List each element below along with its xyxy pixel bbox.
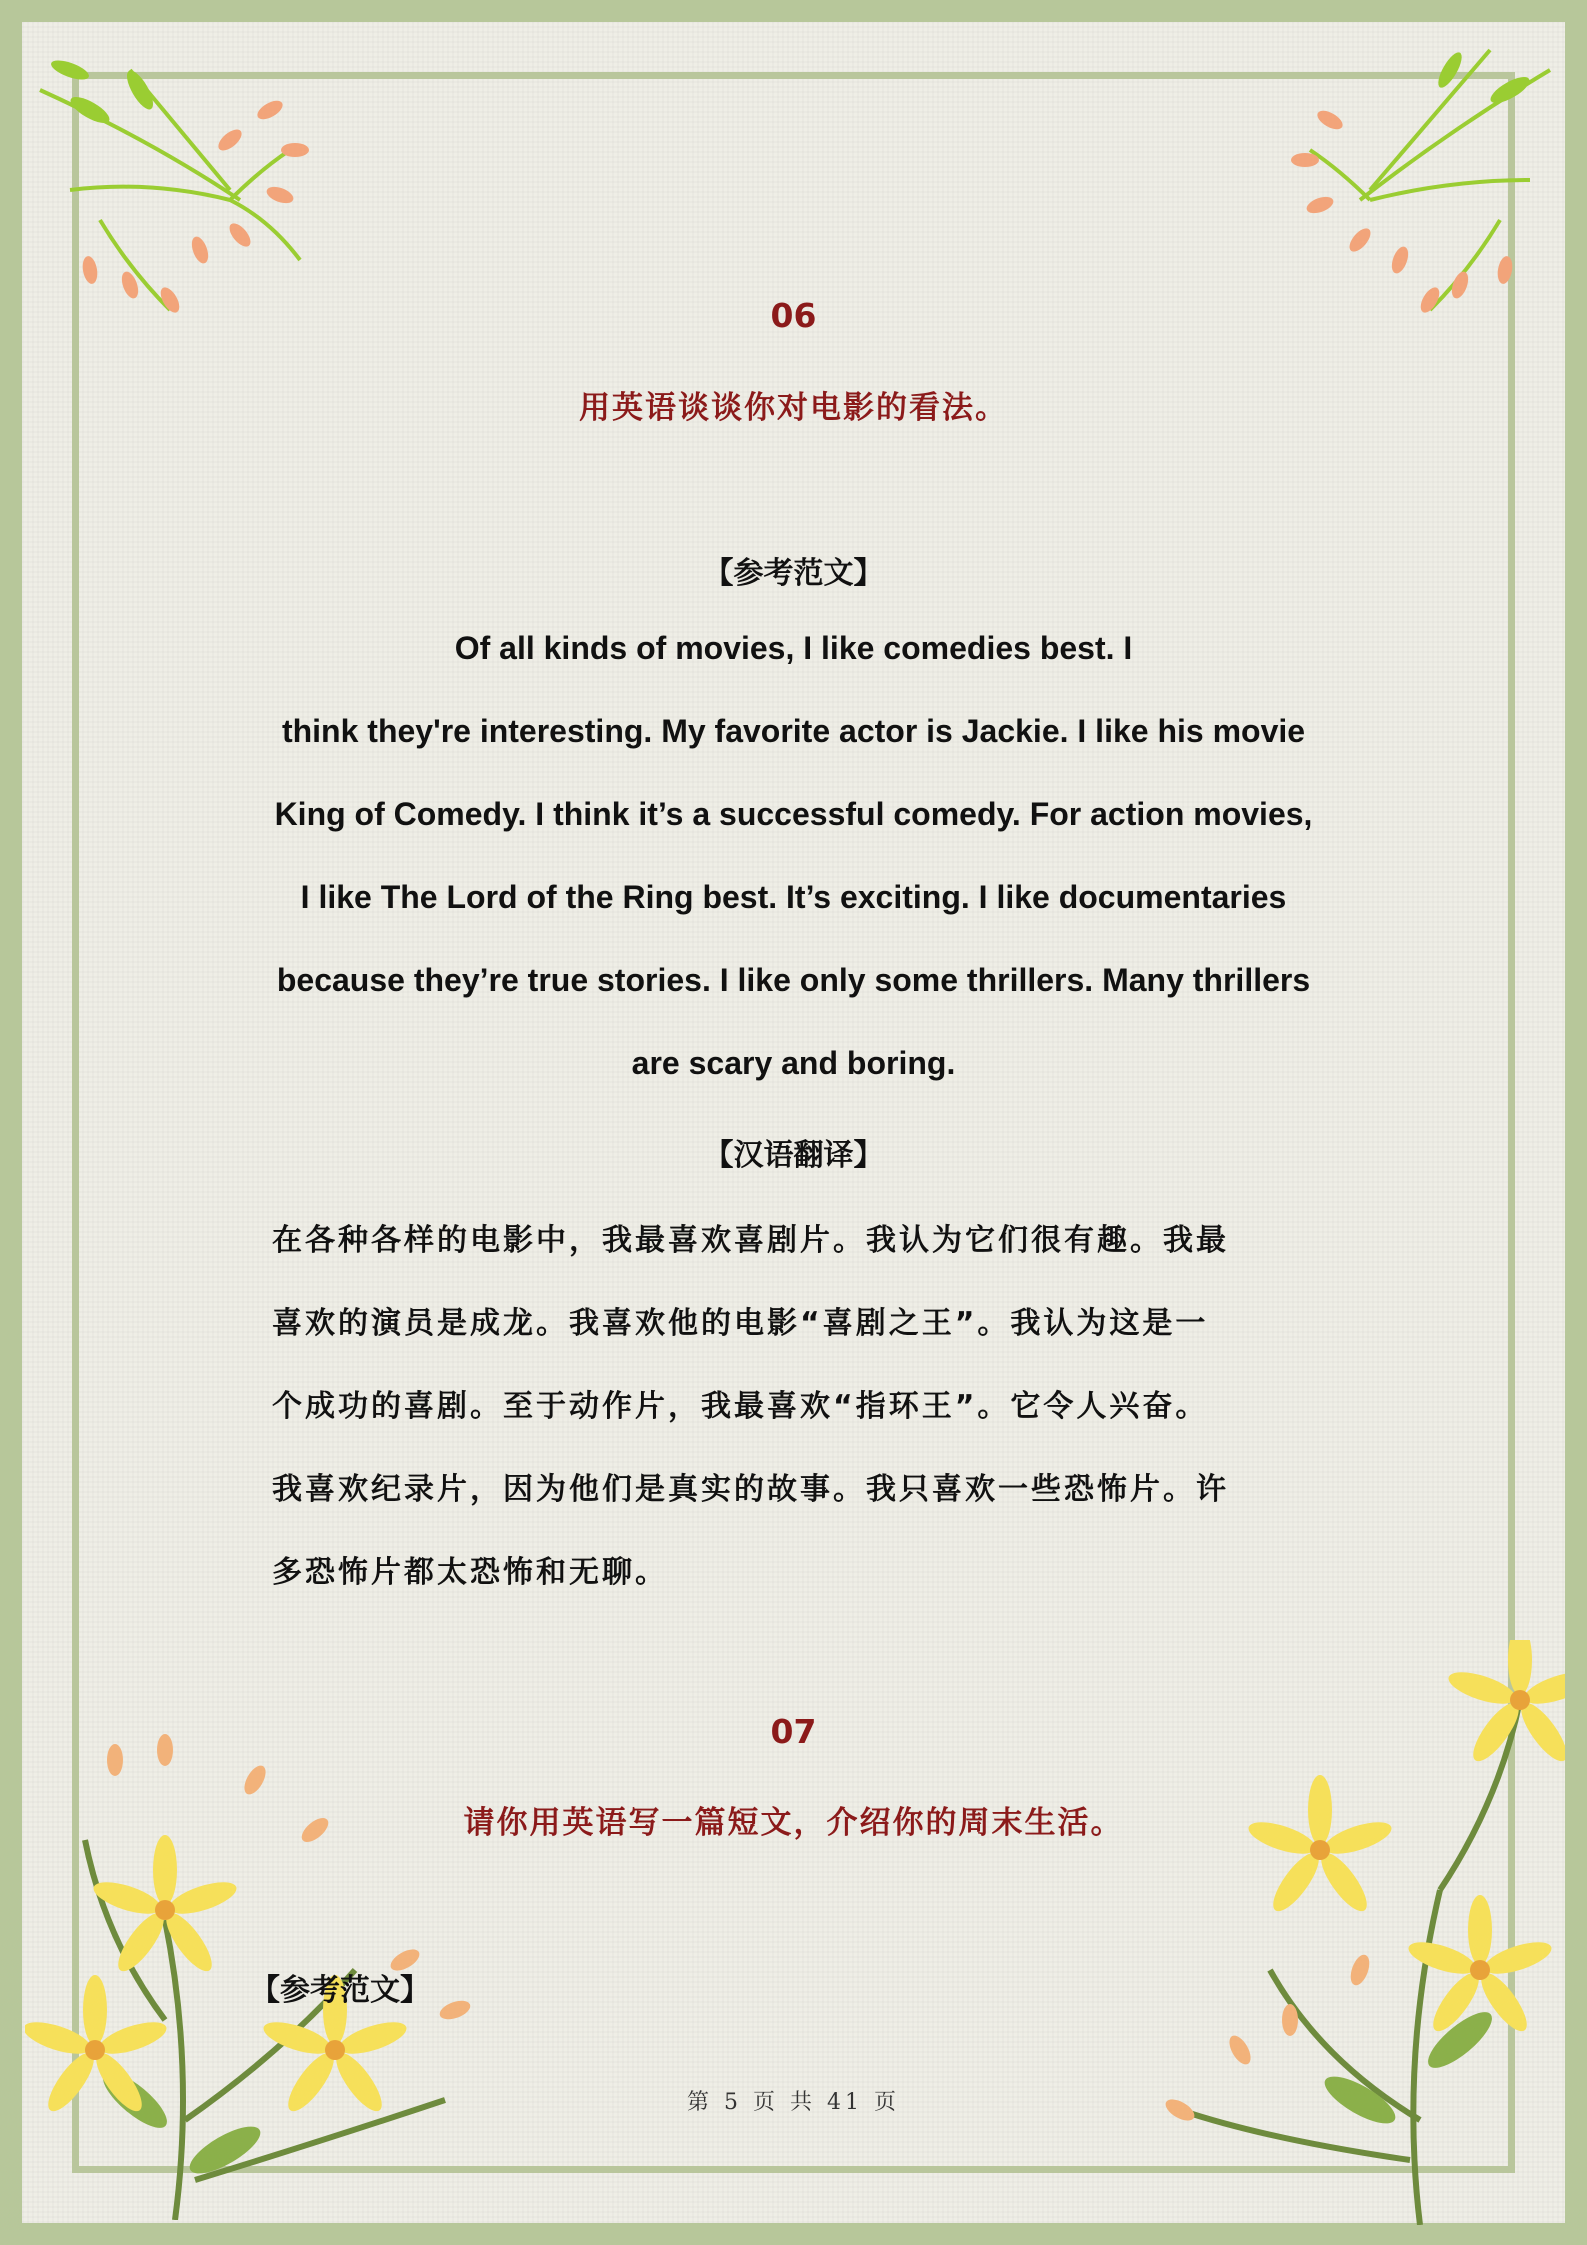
sample-essay-heading: 【参考范文】 [703,556,884,591]
section-number-07: 07 [770,1712,817,1751]
translation-heading: 【汉语翻译】 [703,1138,884,1173]
section-title-07: 请你用英语写一篇短文，介绍你的周末生活。 [463,1805,1124,1841]
essay-line: are scary and boring. [631,1045,956,1081]
essay-line: think they're interesting. My favorite actor is Jackie. I like his movie [281,713,1306,749]
translation-line: 喜欢的演员是成龙。我喜欢他的电影“喜剧之王”。我认为这是一 [272,1306,1209,1341]
translation-line: 多恐怖片都太恐怖和无聊。 [272,1555,668,1590]
sample-essay-heading-07: 【参考范文】 [250,1973,430,2008]
essay-line: I like The Lord of the Ring best. It’s exciting. I like documentaries [300,879,1287,915]
translation-line: 在各种各样的电影中，我最喜欢喜剧片。我认为它们很有趣。我最 [272,1223,1229,1258]
essay-line: Of all kinds of movies, I like comedies best. I [454,630,1133,666]
flower-decoration-top-right [1250,30,1560,330]
section-title-06: 用英语谈谈你对电影的看法。 [579,390,1008,426]
translation-line: 个成功的喜剧。至于动作片，我最喜欢“指环王”。它令人兴奋。 [272,1389,1209,1424]
translation-line: 我喜欢纪录片，因为他们是真实的故事。我只喜欢一些恐怖片。许 [272,1472,1229,1507]
essay-line: King of Comedy. I think it’s a successful comedy. For action movies, [274,796,1313,832]
essay-line: because they’re true stories. I like only some thrillers. Many thrillers [276,962,1311,998]
flower-decoration-top-left [30,30,330,330]
section-number-06: 06 [770,296,817,335]
page-footer: 第 5 页 共 41 页 [687,2090,900,2115]
